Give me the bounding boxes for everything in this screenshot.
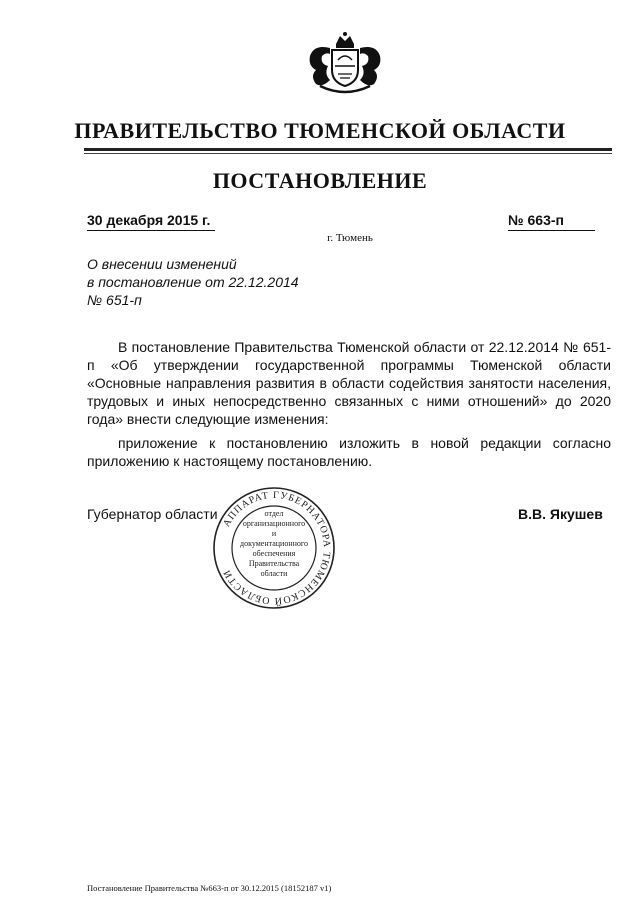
official-stamp xyxy=(212,486,336,610)
document-number: № 663-п xyxy=(508,212,564,228)
date-underline xyxy=(87,230,215,231)
stamp-text: организационного xyxy=(242,519,306,528)
stamp-ring-text: АППАРАТ ГУБЕРНАТОРА ТЮМЕНСКОЙ ОБЛАСТИ xyxy=(221,489,333,607)
stamp-text: и xyxy=(271,529,277,538)
subject-line: О внесении изменений xyxy=(87,256,237,272)
header-rule-thick xyxy=(84,148,612,151)
stamp-text: отдел xyxy=(264,509,284,518)
stamp-text: документационного xyxy=(240,539,308,548)
document-body xyxy=(87,338,611,470)
stamp-text: обеспечения xyxy=(252,549,296,558)
header-rule-thin xyxy=(84,153,612,154)
coat-of-arms-icon xyxy=(300,30,390,98)
city-label: г. Тюмень xyxy=(327,232,373,244)
subject-line: в постановление от 22.12.2014 xyxy=(87,274,299,290)
document-date: 30 декабря 2015 г. xyxy=(87,212,211,228)
signer-title: Губернатор области xyxy=(87,506,218,522)
signer-name: В.В. Якушев xyxy=(518,506,603,522)
stamp-text: Правительства xyxy=(248,559,300,568)
document-footer: Постановление Правительства №663-п от 30.12.2015 (18152187 v1) xyxy=(87,883,332,893)
number-underline xyxy=(508,230,595,231)
body-paragraph: приложение к постановлению изложить в новой редакции согласно приложению к настоящему постановлению. xyxy=(87,435,611,469)
document-type: ПОСТАНОВЛЕНИЕ xyxy=(212,168,428,193)
body-paragraph: В постановление Правительства Тюменской области от 22.12.2014 № 651-п «Об утверждении государственной программы Тюменской области «Основные направления развития в области содействия занятости населения, трудовых и иных непосредственно связанных с ними отношений» до 2020 года» внести следующие изменения: xyxy=(87,339,611,427)
document-subject xyxy=(87,255,299,309)
stamp-text: области xyxy=(260,569,288,578)
government-title: ПРАВИТЕЛЬСТВО ТЮМЕНСКОЙ ОБЛАСТИ xyxy=(74,118,566,143)
subject-line: № 651-п xyxy=(87,292,142,308)
